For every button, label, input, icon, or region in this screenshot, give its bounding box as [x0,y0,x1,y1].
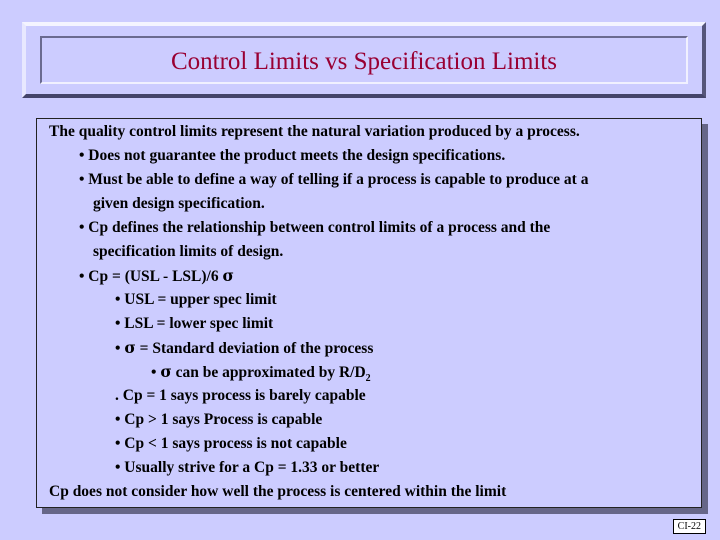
bullet-lsl: • LSL = lower spec limit [115,315,274,332]
bullet-define-cont: given design specification. [93,195,265,212]
bullet-cp-greater: • Cp > 1 says Process is capable [115,411,323,428]
bullet-cp-equal: . Cp = 1 says process is barely capable [115,387,366,404]
title-inner-frame [40,36,688,84]
bullet-cp-formula [79,266,234,287]
cp-formula-text: • Cp = (USL - LSL)/6 [79,268,223,285]
bullet-cp-defines: • Cp defines the relationship between control limits of a process and the [79,219,551,236]
title-plaque [22,22,706,98]
line-intro: The quality control limits represent the natural variation produced by a process. [49,123,580,140]
bullet-guarantee: • Does not guarantee the product meets the design specifications. [79,147,506,164]
slide-number: CI-22 [673,519,706,534]
bullet-strive: • Usually strive for a Cp = 1.33 or better [115,459,380,476]
bullet-cp-defines-cont: specification limits of design. [93,243,284,260]
sigma-approx-text: can be approximated by R/D [171,364,366,381]
bullet-marker: • [151,364,161,381]
sigma-symbol: σ [222,266,234,285]
bullet-define: • Must be able to define a way of telling if a process is capable to produce at a [79,171,589,188]
slide-title: Control Limits vs Specification Limits [170,48,558,75]
subscript-2: 2 [365,373,371,385]
line-centered: Cp does not consider how well the process is centered within the limit [49,483,507,500]
sigma-def-text: = Standard deviation of the process [135,340,374,357]
sigma-symbol: σ [124,338,136,357]
content-box [36,118,702,508]
bullet-usl: • USL = upper spec limit [115,291,277,308]
bullet-cp-less: • Cp < 1 says process is not capable [115,435,347,452]
sigma-symbol: σ [160,362,172,381]
bullet-sigma-def [115,338,373,359]
bullet-marker: • [115,340,125,357]
